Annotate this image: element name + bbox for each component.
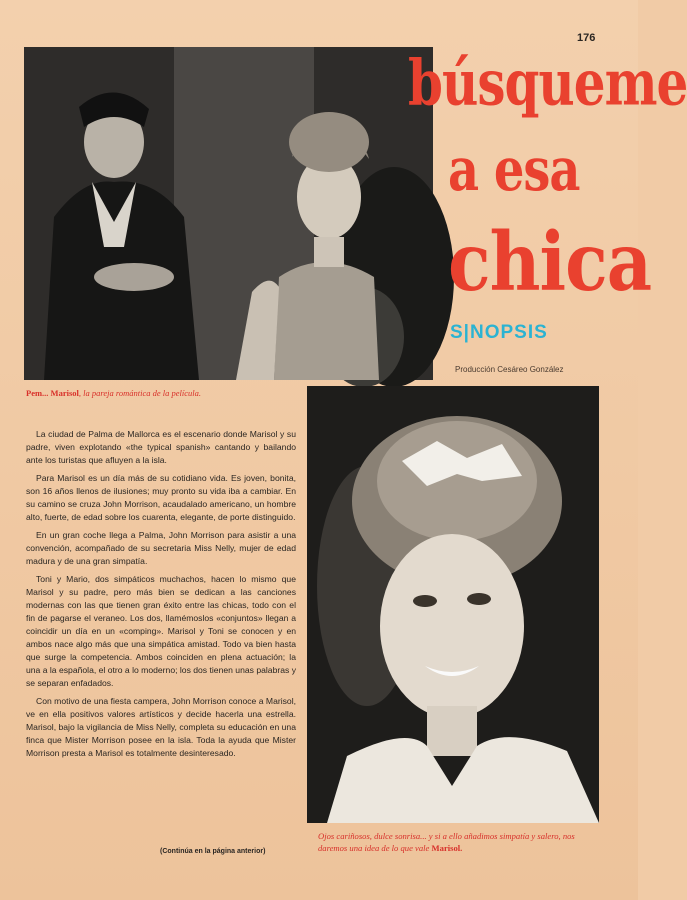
title-line-2: a esa (448, 135, 580, 205)
marisol-portrait-photo (307, 386, 599, 823)
caption-names: Pem... Marisol (26, 388, 79, 398)
portrait-illustration (307, 386, 599, 823)
production-credit: Producción Cesáreo González (455, 365, 564, 374)
portrait-caption-text: Ojos cariñosos, dulce sonrisa... y si a ello añadimos simpatía y salero, nos daremos una idea de lo que vale (318, 831, 575, 853)
page-number: 176 (577, 32, 596, 44)
top-photo-caption (26, 388, 306, 398)
couple-photo (24, 47, 433, 380)
title-line-1: búsqueme (408, 45, 687, 120)
continued-note: (Continúa en la página anterior) (160, 848, 266, 855)
article-body (26, 428, 296, 765)
article-paragraph: En un gran coche llega a Palma, John Morrison para asistir a una convención, acompañado de su secretaria Miss Nelly, mujer de edad madura y de una gran simpatía. (26, 530, 296, 566)
title-line-3: chica (448, 213, 652, 310)
article-paragraph: Toni y Mario, dos simpáticos muchachos, hacen lo mismo que Marisol y su padre, pero más bien se dedican a las canciones modernas con las que tienen gran éxito entre las chicas, todo con el fin de pagarse el veraneo. Los dos, llamémoslos «conjuntos» llegan a coincidir un día en un «comping». Marisol y Toni se conocen y en ambos nace algo más que una simpática amistad. Todo va bien hasta que surge la competencia. Ambos coinciden en plena actuación; la una a la española, el otro a lo moderno; los dos tienen unas palabras y se separan enfadados. (26, 574, 296, 688)
movie-title (404, 45, 687, 342)
article-paragraph: La ciudad de Palma de Mallorca es el escenario donde Marisol y su padre, viven explotando «the typical spanish» cantando y bailando ante los turistas que afluyen a la isla. (26, 429, 296, 465)
portrait-caption-name: Marisol. (431, 843, 463, 853)
caption-text: , la pareja romántica de la película. (78, 388, 202, 398)
couple-photo-illustration (24, 47, 433, 380)
article-paragraph: Con motivo de una fiesta campera, John Morrison conoce a Marisol, ve en ella positivos valores artísticos y decide hacerla una estrella. Marisol, bajo la vigilancia de Miss Nelly, completa su educación en una finca que Mister Morrison posee en la isla. Toda la ayuda que Mister Morrison presta a Marisol es totalmente desinteresado. (26, 696, 296, 758)
portrait-caption (318, 830, 600, 854)
sinopsis-label: S|NOPSIS (450, 322, 548, 343)
article-paragraph: Para Marisol es un día más de su cotidiano vida. Es joven, bonita, son 16 años llenos de ilusiones; muy pronto su vida iba a cambiar. En su camino se cruza John Morrison, acaudalado americano, un hombre alto, fuerte, de edad sobre los cuarenta, elegante, de porte distinguido. (26, 473, 296, 522)
